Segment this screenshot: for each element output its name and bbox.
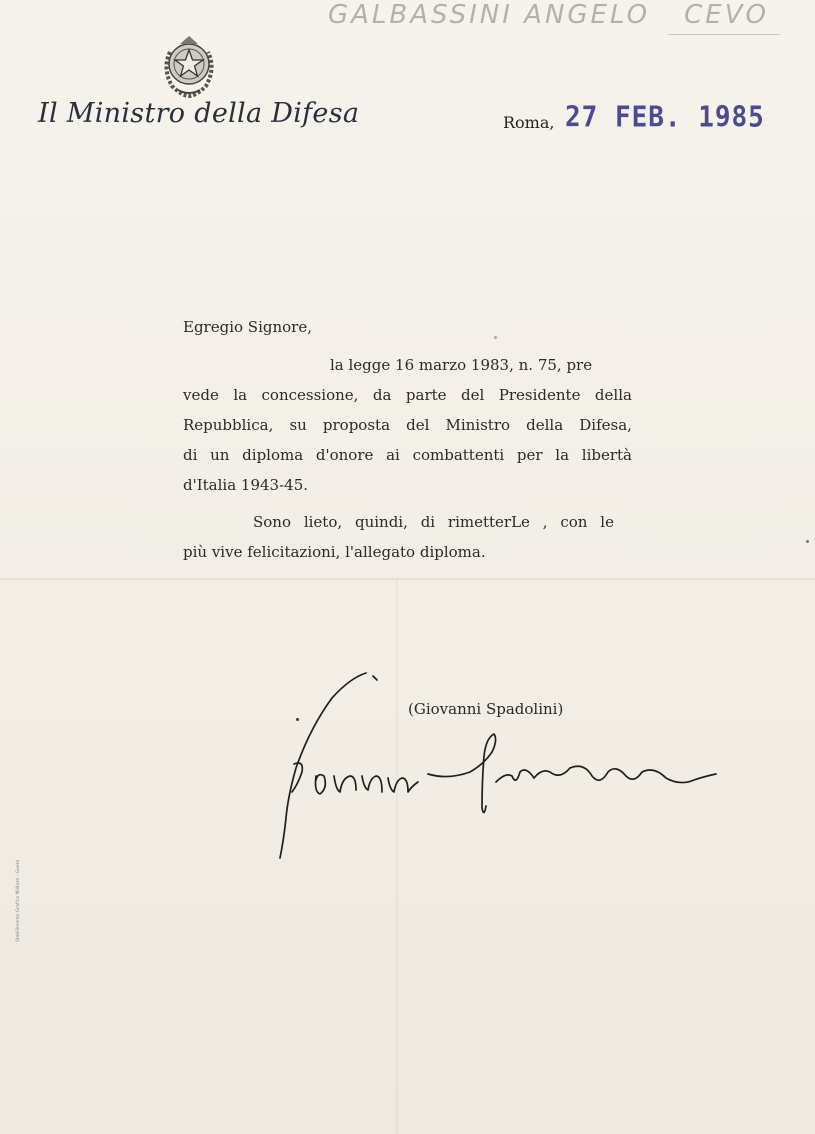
word: ai [386,446,400,464]
word: parte [405,386,447,404]
italian-republic-emblem-icon [158,30,220,98]
word: la [233,386,248,404]
pencil-annotation-name: GALBASSINI ANGELO [328,0,651,30]
word: proposta [322,416,391,434]
pencil-annotation [328,0,769,30]
dateline-place: Roma, [503,113,555,132]
word: Presidente [498,386,581,404]
handwritten-signature [270,668,720,868]
word: da [372,386,392,404]
pencil-annotation-code: CEVO [684,0,769,30]
pencil-underline [668,34,780,35]
word: rimetterLe [447,513,530,531]
word: del [461,386,485,404]
word: , [542,513,548,531]
word: Sono [253,513,291,531]
date-stamp: 27 FEB. 1985 [565,101,765,135]
word: della [526,416,564,434]
paragraph-line [183,416,632,434]
fold-crease-horizontal [0,578,815,580]
paragraph-line [183,446,632,464]
word: di [183,446,198,464]
word: lieto, [303,513,343,531]
signatory-name: (Giovanni Spadolini) [408,700,564,718]
paragraph-line [183,386,632,404]
letterhead-title: Il Ministro della Difesa [38,98,360,129]
word: Ministro [445,416,511,434]
ink-speck [806,540,809,543]
word: concessione, [261,386,359,404]
paragraph-line [253,513,614,531]
salutation: Egregio Signore, [183,318,312,336]
word: un [210,446,230,464]
word: la [555,446,570,464]
word: libertà [581,446,632,464]
word: della [594,386,632,404]
word: con [560,513,588,531]
word: Repubblica, [183,416,274,434]
word: combattenti [412,446,505,464]
word: vede [183,386,219,404]
word: quindi, [354,513,408,531]
paragraph-line: la legge 16 marzo 1983, n. 75, pre [330,356,593,374]
word: di [420,513,436,531]
word: diploma [242,446,304,464]
printer-imprint: Stabilimento Grafico Militare - Gaeta [16,859,21,942]
paragraph-line: d'Italia 1943-45. [183,476,309,494]
word: d'onore [315,446,374,464]
word: per [516,446,543,464]
word: del [406,416,430,434]
paragraph-line: più vive felicitazioni, l'allegato diploma. [183,543,486,561]
word: Difesa, [579,416,632,434]
word: le [600,513,614,531]
ink-speck [296,718,299,721]
ink-speck [494,336,497,339]
word: su [289,416,307,434]
